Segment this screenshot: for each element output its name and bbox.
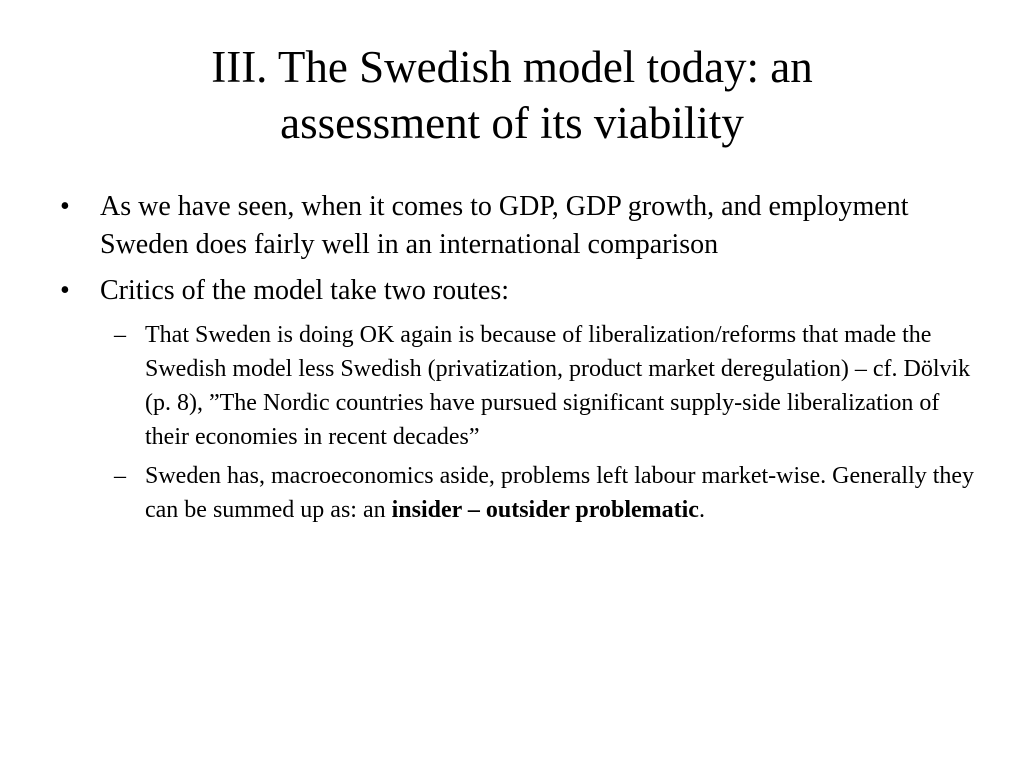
bullet-text: Critics of the model take two routes: xyxy=(100,275,510,306)
sub-bullet-text xyxy=(145,463,974,523)
bullet-item-1 xyxy=(56,188,976,264)
bullet-marker: • xyxy=(60,191,70,222)
sub-bullet-text: That Sweden is doing OK again is because of liberalization/reforms that made the Swedish model less Swedish (privatization, product market deregulation) – cf. Dölvik (p. 8), ”The Nordic countries have pursued significant supply-side liberalization of their economies in recent decades” xyxy=(145,322,971,450)
sub-bullet-item-2 xyxy=(100,459,976,527)
slide-title xyxy=(50,39,974,151)
slide-body xyxy=(56,188,976,532)
slide-title-line-2: assessment of its viability xyxy=(280,98,744,148)
dash-marker: – xyxy=(114,463,126,489)
slide-title-line-1: III. The Swedish model today: an xyxy=(211,42,813,92)
sub-bullet-list xyxy=(100,318,976,527)
bullet-text: As we have seen, when it comes to GDP, GDP growth, and employment Sweden does fairly well in an international comparison xyxy=(100,191,909,260)
dash-marker: – xyxy=(114,322,126,348)
sub-bullet-text-bold: insider – outsider problematic xyxy=(391,497,699,523)
sub-bullet-item-1 xyxy=(100,318,976,454)
sub-bullet-text-plain: Sweden has, macroeconomics aside, problems left labour market-wise. Generally they can be summed up as: an xyxy=(145,463,975,523)
bullet-item-2 xyxy=(56,272,976,310)
bullet-marker: • xyxy=(60,275,70,306)
sub-bullet-text-end: . xyxy=(698,497,705,523)
